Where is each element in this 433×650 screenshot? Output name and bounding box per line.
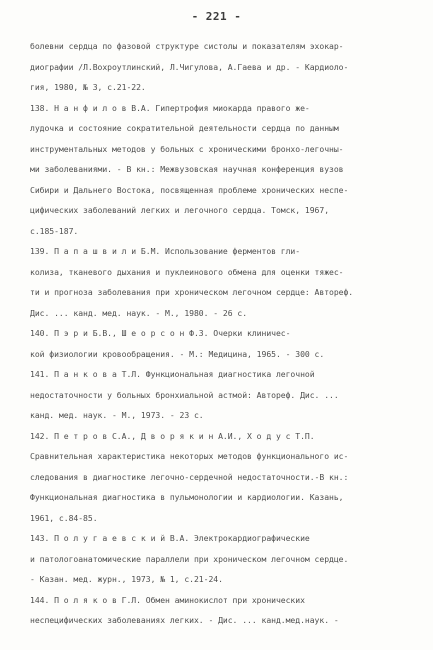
bibliography-text [30, 36, 425, 631]
text-line: следования в диагностике легочно-сердечной недостаточности.-В кн.: [30, 471, 349, 482]
text-line: и патологоанатомические параллели при хроническом легочном сердце. [30, 553, 349, 564]
text-line: 138. Н а н ф и л о в В.А. Гипертрофия миокарда правого же- [30, 102, 310, 113]
text-line: 140. П э р и Б.В., Ш е о р с о н Ф.З. Очерки клиничес- [30, 328, 291, 338]
text-line: Дис. ... канд. мед. наук. - М., 1980. - 26 с. [30, 307, 248, 318]
text-line: 144. П о л я к о в Г.Л. Обмен аминокислот при хронических [30, 594, 305, 605]
text-line: 143. П о л у г а е в с к и й В.А. Электрокардиографические [30, 533, 310, 543]
page-number: - 221 - [191, 10, 242, 23]
text-line: 1961, с.84-85. [30, 512, 98, 523]
text-line: болевни сердца по фазовой структуре систолы и показателям эхокар- [30, 41, 344, 51]
text-line: цифических заболеваний легких и легочного сердца. Томск, 1967, [30, 205, 330, 215]
text-line: с.185-187. [30, 225, 79, 236]
text-line: Сибири и Дальнего Востока, посвященная проблеме хронических неспе- [30, 184, 349, 195]
text-line: - Казан. мед. журн., 1973, № 1, с.21-24. [30, 574, 223, 584]
text-line: 141. П а н к о в а Т.Л. Функциональная диагностика легочной [30, 369, 315, 379]
text-line: недостаточности у больных бронхиальной астмой: Автореф. Дис. ... [30, 389, 339, 400]
text-line: канд. мед. наук. - М., 1973. - 23 с. [30, 410, 204, 420]
text-line: Функциональная диагностика в пульмонологии и кардиологии. Казань, [30, 492, 344, 502]
text-line: Сравнительная характеристика некоторых методов функционального ис- [30, 451, 349, 461]
text-line: гия, 1980, № 3, с.21-22. [30, 82, 146, 92]
text-line: 142. П е т р о в С.А., Д в о р я к и н А.И., Х о д у с Т.П. [30, 430, 315, 441]
text-line: ти и прогноза заболевания при хроническом легочном сердце: Автореф. [30, 287, 354, 297]
text-line: диографии /Л.Вохроутлинский, Л.Чигулова, А.Гаева и др. - Кардиоло- [30, 61, 349, 72]
text-line: колиза, тканевого дыхания и пуклеинового обмена для оценки тяжес- [30, 266, 344, 277]
text-line: кой физиологии кровообращения. - М.: Медицина, 1965. - 300 с. [30, 348, 325, 359]
text-line: 139. П а п а ш в и л и Б.М. Использование ферментов гли- [30, 246, 301, 256]
text-line: лудочка и состояние сократительной деятельности сердца по данным [30, 123, 339, 133]
text-line: неспецифических заболеваниях легких. - Дис. ... канд.мед.наук. - [30, 615, 339, 625]
text-line: инструментальных методов у больных с хроническими бронхо-легочны- [30, 143, 344, 154]
text-line: ми заболеваниями. - В кн.: Межвузовская научная конференция вузов [30, 164, 344, 174]
